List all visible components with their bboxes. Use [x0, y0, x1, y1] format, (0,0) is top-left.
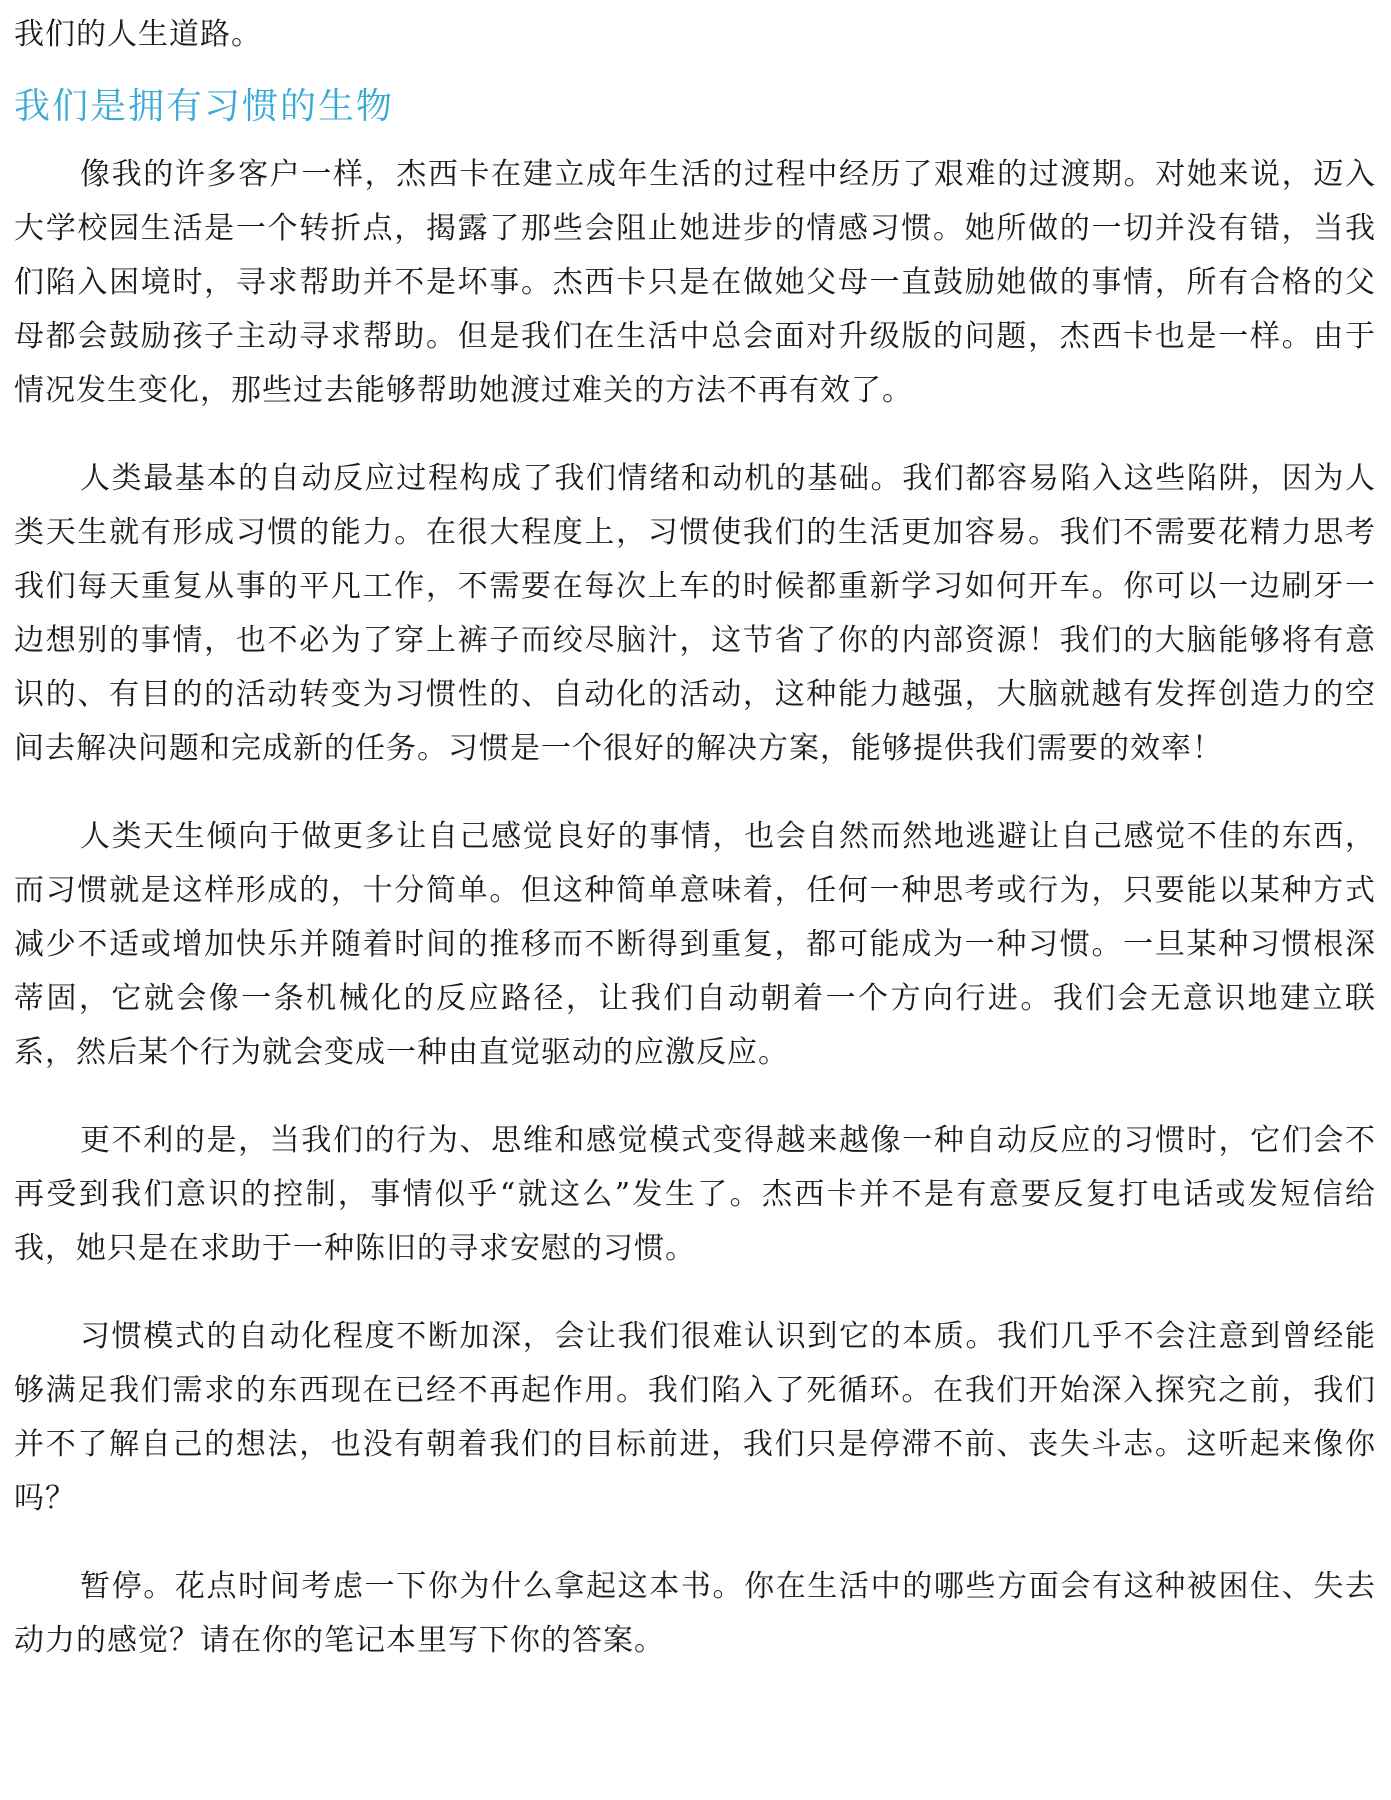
paragraph-6: 暂停。花点时间考虑一下你为什么拿起这本书。你在生活中的哪些方面会有这种被困住、失去动力的感觉？请在你的笔记本里写下你的答案。: [14, 1569, 1376, 1658]
continued-text-line: 我们的人生道路。: [14, 17, 262, 52]
paragraph-3: 人类天生倾向于做更多让自己感觉良好的事情，也会自然而然地逃避让自己感觉不佳的东西，而习惯就是这样形成的，十分简单。但这种简单意味着，任何一种思考或行为，只要能以某种方式减少不适或增加快乐并随着时间的推移而不断得到重复，都可能成为一种习惯。一旦某种习惯根深蒂固，它就会像一条机械化的反应路径，让我们自动朝着一个方向行进。我们会无意识地建立联系，然后某个行为就会变成一种由直觉驱动的应激反应。: [14, 819, 1376, 1070]
paragraph-5: 习惯模式的自动化程度不断加深，会让我们很难认识到它的本质。我们几乎不会注意到曾经能够满足我们需求的东西现在已经不再起作用。我们陷入了死循环。在我们开始深入探究之前，我们并不了解自己的想法，也没有朝着我们的目标前进，我们只是停滞不前、丧失斗志。这听起来像你吗？: [14, 1319, 1376, 1516]
paragraph-1: 像我的许多客户一样，杰西卡在建立成年生活的过程中经历了艰难的过渡期。对她来说，迈入大学校园生活是一个转折点，揭露了那些会阻止她进步的情感习惯。她所做的一切并没有错，当我们陷入困境时，寻求帮助并不是坏事。杰西卡只是在做她父母一直鼓励她做的事情，所有合格的父母都会鼓励孩子主动寻求帮助。但是我们在生活中总会面对升级版的问题，杰西卡也是一样。由于情况发生变化，那些过去能够帮助她渡过难关的方法不再有效了。: [14, 157, 1376, 408]
document-page: [14, 0, 1376, 1702]
section-heading: 我们是拥有习惯的生物: [14, 86, 395, 127]
paragraph-4: 更不利的是，当我们的行为、思维和感觉模式变得越来越像一种自动反应的习惯时，它们会不再受到我们意识的控制，事情似乎“就这么”发生了。杰西卡并不是有意要反复打电话或发短信给我，她只是在求助于一种陈旧的寻求安慰的习惯。: [14, 1123, 1376, 1266]
paragraph-2: 人类最基本的自动反应过程构成了我们情绪和动机的基础。我们都容易陷入这些陷阱，因为人类天生就有形成习惯的能力。在很大程度上，习惯使我们的生活更加容易。我们不需要花精力思考我们每天重复从事的平凡工作，不需要在每次上车的时候都重新学习如何开车。你可以一边刷牙一边想别的事情，也不必为了穿上裤子而绞尽脑汁，这节省了你的内部资源！我们的大脑能够将有意识的、有目的的活动转变为习惯性的、自动化的活动，这种能力越强，大脑就越有发挥创造力的空间去解决问题和完成新的任务。习惯是一个很好的解决方案，能够提供我们需要的效率！: [14, 461, 1376, 766]
